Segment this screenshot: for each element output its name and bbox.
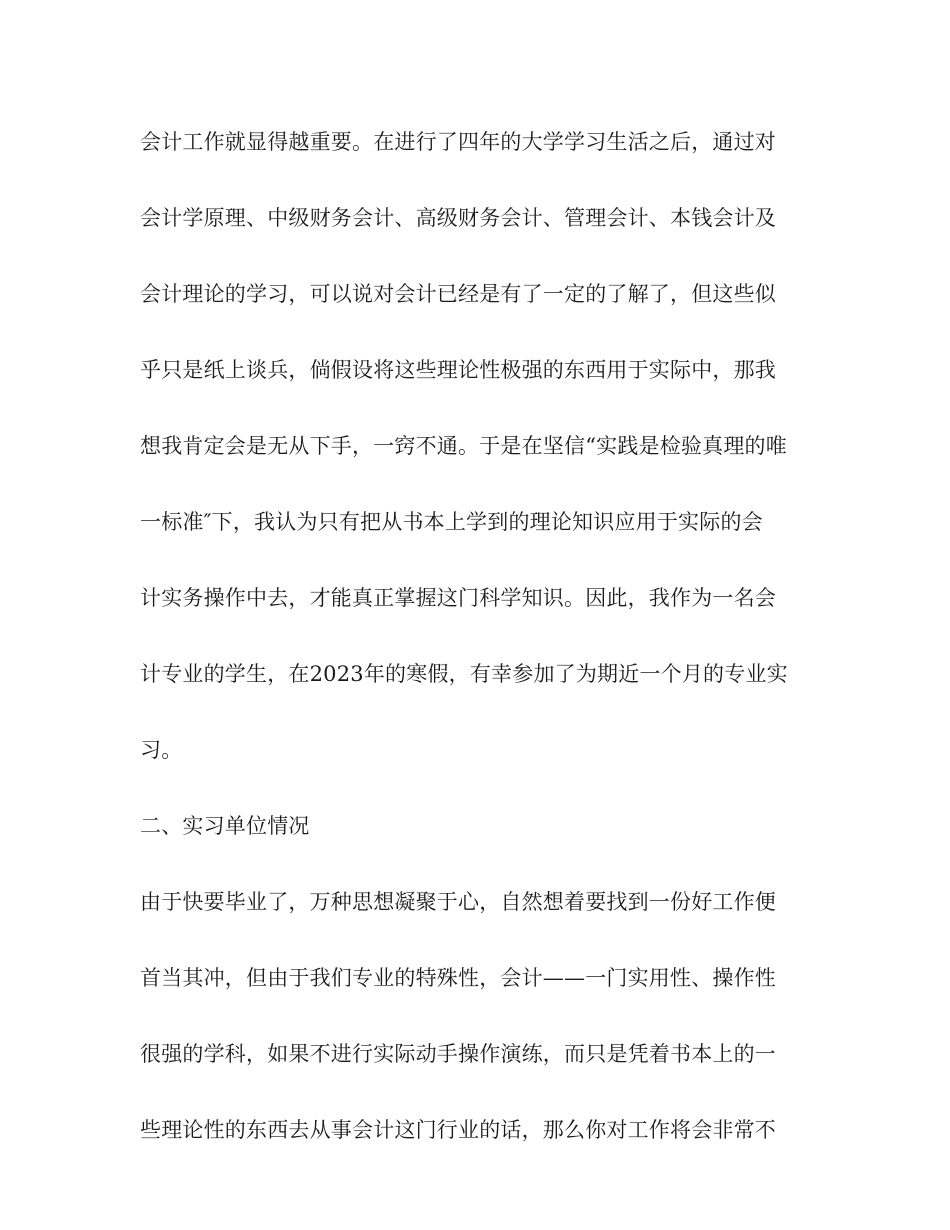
paragraph-line: 乎只是纸上谈兵，倘假设将这些理论性极强的东西用于实际中，那我 xyxy=(140,358,776,382)
section-heading: 二、实习单位情况 xyxy=(140,814,310,838)
paragraph-line: 习。 xyxy=(140,738,183,762)
paragraph-line: 很强的学科，如果不进行实际动手操作演练，而只是凭着书本上的一 xyxy=(140,1042,776,1066)
paragraph-line: 会计学原理、中级财务会计、高级财务会计、管理会计、本钱会计及 xyxy=(140,206,776,230)
paragraph-line: 会计工作就显得越重要。在进行了四年的大学学习生活之后，通过对 xyxy=(140,130,776,154)
paragraph-line: 首当其冲，但由于我们专业的特殊性，会计——一门实用性、操作性 xyxy=(140,966,776,990)
paragraph-line: 想我肯定会是无从下手，一窍不通。于是在坚信“实践是检验真理的唯 xyxy=(140,434,787,458)
paragraph-line: 一标准″下，我认为只有把从书本上学到的理论知识应用于实际的会 xyxy=(140,510,763,534)
paragraph-line: 计实务操作中去，才能真正掌握这门科学知识。因此，我作为一名会 xyxy=(140,586,776,610)
paragraph-line: 会计理论的学习，可以说对会计已经是有了一定的了解了，但这些似 xyxy=(140,282,776,306)
paragraph-line: 些理论性的东西去从事会计这门行业的话，那么你对工作将会非常不 xyxy=(140,1118,776,1142)
paragraph-line: 由于快要毕业了，万种思想凝聚于心，自然想着要找到一份好工作便 xyxy=(140,890,776,914)
paragraph-line: 计专业的学生，在2023年的寒假，有幸参加了为期近一个月的专业实 xyxy=(140,662,788,686)
